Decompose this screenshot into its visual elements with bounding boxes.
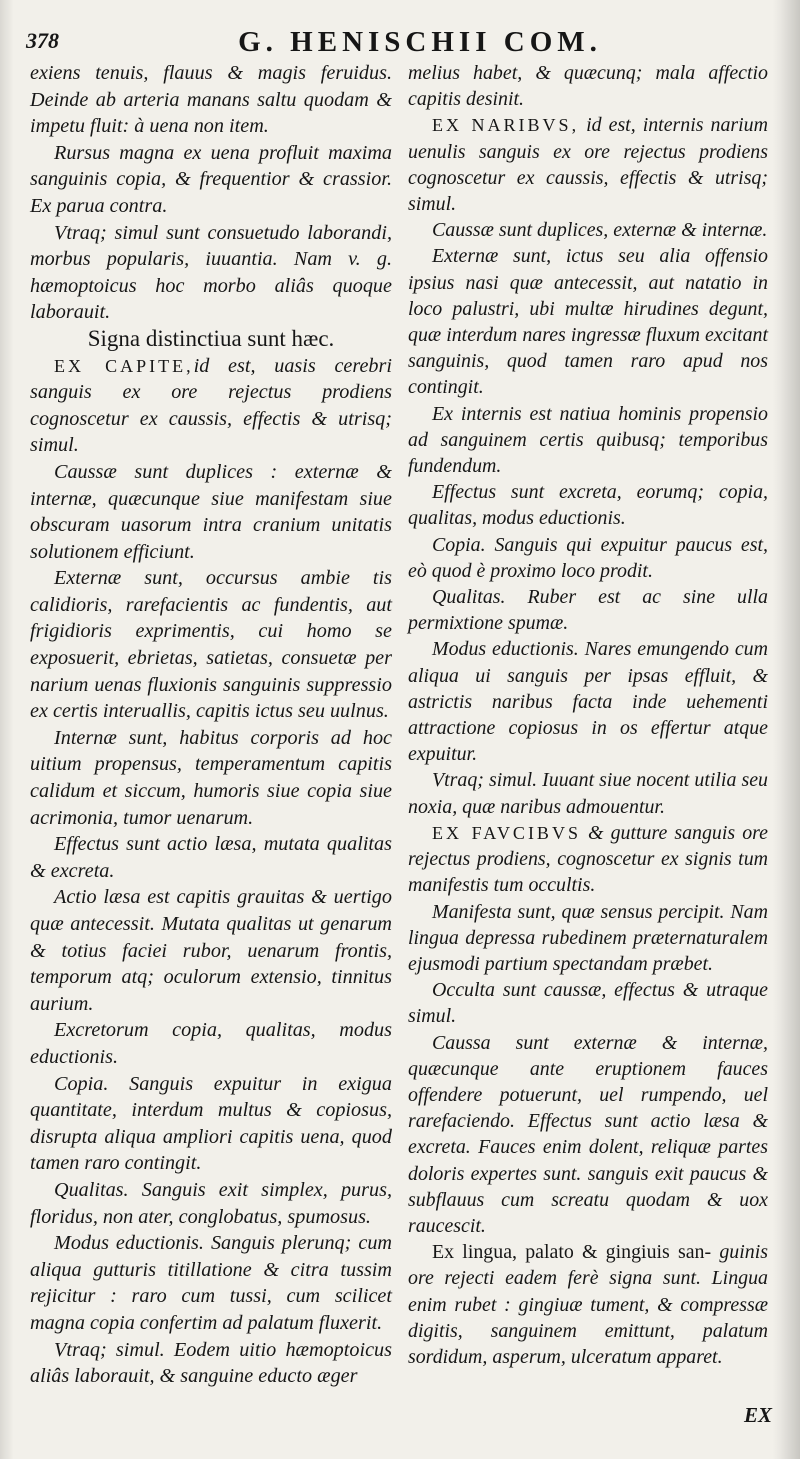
paragraph: Internæ sunt, habitus corporis ad hoc uitium propensus, temperamentum capitis calidum et siccum, humoris siue copia siue acrimonia, tumor uenarum. [30,726,392,829]
paragraph [408,1239,768,1370]
paragraph: Manifesta sunt, quæ sensus percipit. Nam lingua depressa rubedinem præternaturalem ejusmodi partium spectandam præbet. [408,900,768,975]
paragraph: Effectus sunt actio læsa, mutata qualitas & excreta. [30,833,392,882]
paragraph: Caussa sunt externæ & internæ, quæcunque ante eruptionem fauces offendere potuerunt, uel rumpendo, uel rarefaciendo. Effectus sunt actio læsa & excreta. Fauces enim dolent, reliquæ partes doloris expertes sunt. sanguis exit paucus & subflauus cum screatu quodam & uox raucescit. [408,1031,768,1237]
paragraph: melius habet, & quæcunq; mala affectio capitis desinit. [408,62,768,111]
paragraph: Caussæ sunt duplices, externæ & internæ. [432,219,768,242]
paragraph: Vtraq; simul. Iuuant siue nocent utilia seu noxia, quæ naribus admouentur. [408,769,768,818]
running-head: G. HENISCHII COM. [238,26,602,58]
paragraph: Externæ sunt, occursus ambie tis calidioris, rarefacientis ac fundentis, aut frigidioris exprimentis, cui homo se exposuerit, ebrietas, satietas, consuetæ per narium uenas fluxionis sanguinis suppressio ex certis interuallis, capitis ictus seu uulnus. [30,567,392,723]
section-lead: EX CAPITE, [54,355,194,376]
paragraph-text: guinis ore rejecti eadem ferè signa sunt. Lingua enim rubet : gingiuæ tument, & compressæ digitis, sanguinem emittunt, palatum sordidum, asperum, ulceratum apparet. [408,1241,768,1368]
section-lead: EX FAVCIBVS [432,822,581,843]
paragraph: Modus eductionis. Nares emungendo cum aliqua ui sanguis per ipsas effluit, & astrictis naribus facta inde uehementi attractione copiosus in os effertur atque expuitur. [408,638,768,766]
section-subheading: Signa distinctiua sunt hæc. [87,325,335,351]
paragraph: Ex internis est natiua hominis propensio ad sanguinem certis quibusq; temporibus fundendum. [408,402,768,478]
paragraph-text: id est, uasis cerebri sanguis ex ore rejectus prodiens cognoscetur ex caussis, effectis & utrisq; simul. [30,354,392,457]
left-column [30,60,392,1390]
paragraph: Vtraq; simul sunt consuetudo laborandi, morbus popularis, iuuantia. Nam v. g. hæmoptoicus hoc morbo aliâs quoque laborauit. [30,221,392,324]
paragraph: Caussæ sunt duplices : externæ & internæ, quæcunque siue manifestam siue obscuram uasorum intra cranium unitatis solutionem efficiunt. [30,460,392,563]
paragraph: Rursus magna ex uena profluit maxima sanguinis copia, & frequentior & crassior. Ex parua contra. [30,141,392,217]
paragraph: Qualitas. Sanguis exit simplex, purus, floridus, non ater, conglobatus, spumosus. [30,1178,392,1228]
paragraph [408,820,768,899]
section-lead: EX NARIBVS, [432,115,580,136]
paragraph: Qualitas. Ruber est ac sine ulla permixtione spumæ. [408,586,768,635]
paragraph: Externæ sunt, ictus seu alia offensio ipsius nasi quæ antecessit, aut natatio in loco palustri, ubi multæ hirudines degunt, quæ interdum nares ingressæ fluxum excitant sanguinis, quod tamen raro apud nos contingit. [408,245,768,399]
gutter-shadow [772,0,800,1459]
paragraph [408,112,768,217]
paragraph: exiens tenuis, flauus & magis feruidus. Deinde ab arteria manans saltu quodam & impetu fluit: à uena non item. [30,62,392,138]
paragraph: Vtraq; simul. Eodem uitio hæmoptoicus aliâs laborauit, & sanguine educto æger [30,1338,392,1388]
page-number: 378 [26,28,59,53]
page-header [20,26,780,60]
right-column [408,60,768,1370]
paragraph: Copia. Sanguis qui expuitur paucus est, eò quod è proximo loco prodit. [408,533,768,582]
paragraph: Excretorum copia, qualitas, modus eductionis. [30,1019,392,1068]
section-lead: Ex lingua, palato & gingiuis san- [432,1241,712,1264]
catchword: EX [743,1403,772,1427]
paragraph: Occulta sunt caussæ, effectus & utraque simul. [408,979,768,1028]
paragraph [30,353,392,459]
paragraph: Actio læsa est capitis grauitas & uertigo quæ antecessit. Mutata qualitas ut genarum & totius faciei rubor, uenarum frontis, temporum atq; oculorum extensio, tinnitus aurium. [30,886,392,1015]
paragraph: Copia. Sanguis expuitur in exigua quantitate, interdum multus & copiosus, disrupta aliqua ampliori capitis uena, quod tamen raro contingit. [30,1072,392,1175]
paragraph-text: & gutture sanguis ore rejectus prodiens, cognoscetur ex signis tum manifestis tum occultis. [408,821,768,897]
paragraph: Modus eductionis. Sanguis plerunq; cum aliqua gutturis titillatione & citra tussim rejicitur : raro cum tussi, cum scilicet magna copia confertim ad palatum fluxerit. [30,1232,392,1334]
paragraph: Effectus sunt excreta, eorumq; copia, qualitas, modus eductionis. [408,481,768,530]
paragraph-text: id est, internis narium uenulis sanguis ex ore rejectus prodiens cognoscetur ex caussis, effectis & utrisq; simul. [408,114,768,216]
